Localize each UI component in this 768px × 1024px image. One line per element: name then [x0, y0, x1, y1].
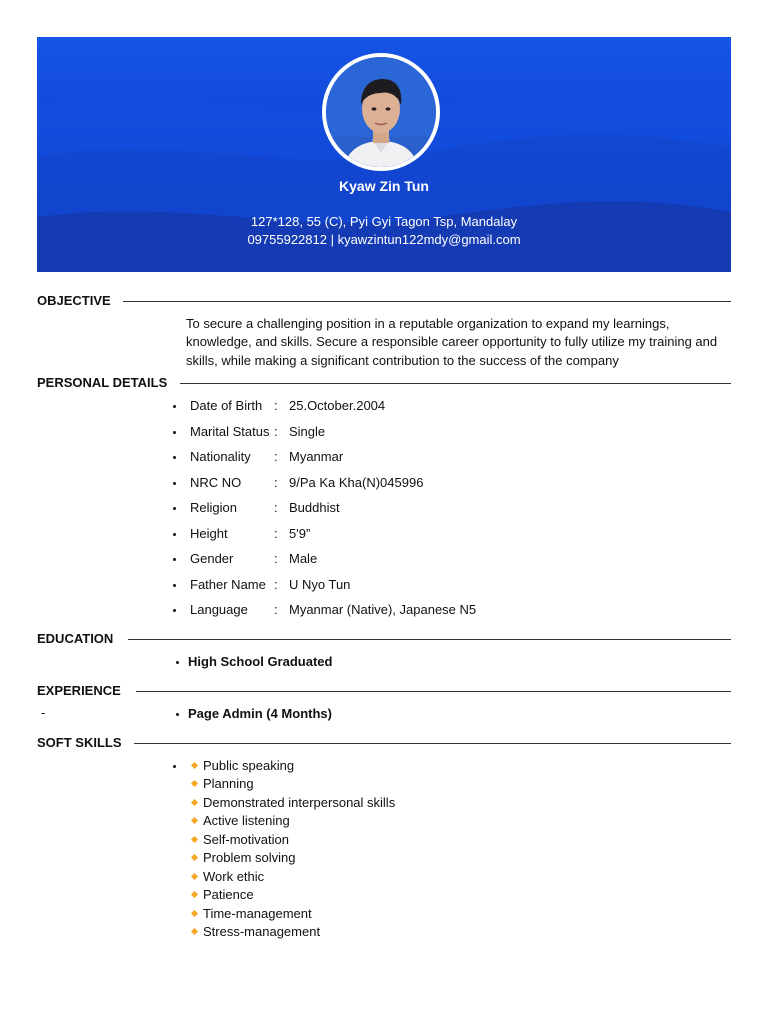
- detail-label: Religion: [190, 500, 237, 515]
- detail-value: Buddhist: [289, 500, 340, 515]
- detail-separator: :: [274, 475, 278, 490]
- profile-photo: [326, 57, 436, 167]
- section-title-education: EDUCATION: [37, 631, 114, 646]
- bullet: [173, 405, 176, 408]
- skill-item: Demonstrated interpersonal skills: [203, 795, 396, 810]
- diamond-bullet-icon: [191, 910, 198, 917]
- detail-label: Gender: [190, 551, 234, 566]
- diamond-bullet-icon: [191, 836, 198, 843]
- section-divider: [123, 301, 731, 302]
- diamond-bullet-icon: [191, 891, 198, 898]
- section-divider: [180, 383, 731, 384]
- detail-value: Single: [289, 424, 326, 439]
- skill-item: Patience: [203, 887, 254, 902]
- contact-line: 09755922812 | kyawzintun122mdy@gmail.com: [247, 232, 521, 247]
- bullet: [173, 482, 176, 485]
- resume-header: [37, 37, 731, 272]
- section-divider: [128, 639, 731, 640]
- detail-separator: :: [274, 602, 278, 617]
- objective-line: skills, while making a significant contribution to the success of the company: [186, 353, 619, 368]
- detail-label: Marital Status: [190, 424, 270, 439]
- bullet: [173, 584, 176, 587]
- bullet: [176, 713, 179, 716]
- detail-label: Father Name: [190, 577, 266, 592]
- objective-line: knowledge, and skills. Secure a responsible career opportunity to fully utilize my training and: [186, 334, 718, 349]
- diamond-bullet-icon: [191, 817, 198, 824]
- detail-value: Male: [289, 551, 318, 566]
- diamond-bullet-icon: [191, 873, 198, 880]
- objective-line: To secure a challenging position in a reputable organization to expand my learnings,: [186, 316, 670, 331]
- detail-value: Myanmar (Native), Japanese N5: [289, 602, 477, 617]
- detail-label: Date of Birth: [190, 398, 263, 413]
- experience-dash: -: [41, 705, 46, 720]
- skill-item: Stress-management: [203, 924, 321, 939]
- diamond-bullet-icon: [191, 799, 198, 806]
- avatar: [326, 57, 436, 167]
- detail-separator: :: [274, 424, 278, 439]
- address-line: 127*128, 55 (C), Pyi Gyi Tagon Tsp, Mandalay: [250, 214, 518, 229]
- detail-separator: :: [274, 526, 278, 541]
- bullet: [176, 661, 179, 664]
- education-item: High School Graduated: [188, 654, 333, 669]
- detail-label: Nationality: [190, 449, 251, 464]
- diamond-bullet-icon: [191, 854, 198, 861]
- detail-label: Height: [190, 526, 228, 541]
- section-title-experience: EXPERIENCE: [37, 683, 121, 698]
- skill-item: Self-motivation: [203, 832, 289, 847]
- skill-item: Planning: [203, 776, 254, 791]
- detail-label: Language: [190, 602, 248, 617]
- diamond-bullet-icon: [191, 762, 198, 769]
- diamond-bullet-icon: [191, 780, 198, 787]
- candidate-name: Kyaw Zin Tun: [339, 178, 429, 194]
- detail-value: 25.October.2004: [289, 398, 386, 413]
- detail-value: 5'9”: [289, 526, 311, 541]
- detail-separator: :: [274, 449, 278, 464]
- bullet: [173, 533, 176, 536]
- bullet: [173, 456, 176, 459]
- bullet: [173, 558, 176, 561]
- section-title-objective: OBJECTIVE: [37, 293, 111, 308]
- diamond-bullet-icon: [191, 928, 198, 935]
- detail-separator: :: [274, 500, 278, 515]
- skill-item: Active listening: [203, 813, 290, 828]
- detail-value: Myanmar: [289, 449, 344, 464]
- detail-separator: :: [274, 551, 278, 566]
- section-divider: [134, 743, 731, 744]
- section-divider: [136, 691, 731, 692]
- skill-item: Public speaking: [203, 758, 295, 773]
- experience-item: Page Admin (4 Months): [188, 706, 332, 721]
- detail-separator: :: [274, 577, 278, 592]
- detail-separator: :: [274, 398, 278, 413]
- section-title-soft-skills: SOFT SKILLS: [37, 735, 122, 750]
- detail-value: U Nyo Tun: [289, 577, 351, 592]
- skill-item: Work ethic: [203, 869, 265, 884]
- skill-item: Time-management: [203, 906, 312, 921]
- detail-label: NRC NO: [190, 475, 242, 490]
- detail-value: 9/Pa Ka Kha(N)045996: [289, 475, 424, 490]
- bullet: [173, 609, 176, 612]
- bullet: [173, 507, 176, 510]
- bullet: [173, 765, 176, 768]
- bullet: [173, 431, 176, 434]
- section-title-personal-details: PERSONAL DETAILS: [37, 375, 168, 390]
- skill-item: Problem solving: [203, 850, 296, 865]
